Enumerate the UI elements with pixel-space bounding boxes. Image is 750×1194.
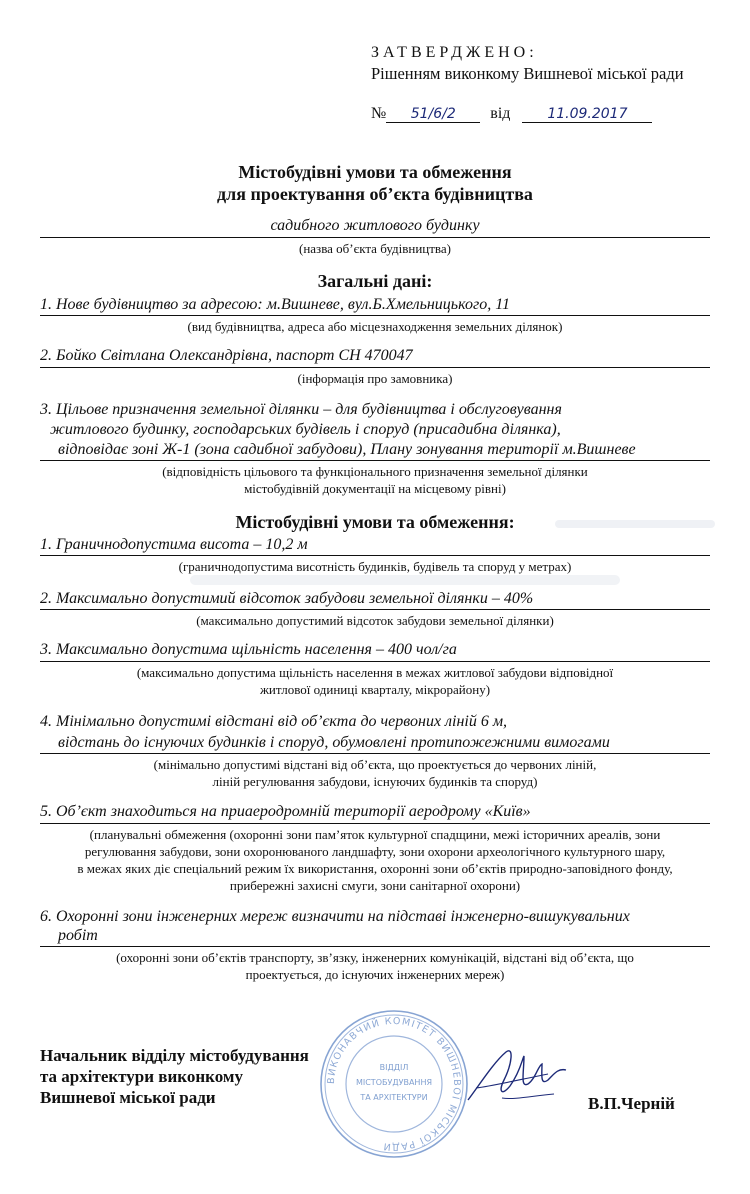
condition-item-6-line2: робіт bbox=[58, 927, 98, 944]
general-item-1: 1. Нове будівництво за адресою: м.Вишневе, вул.Б.Хмельницького, 11 bbox=[40, 296, 511, 313]
document-title-line2: для проектування об’єкта будівництва bbox=[217, 184, 533, 204]
condition-item-2-caption: (максимально допустимий відсоток забудови земельної ділянки) bbox=[196, 613, 554, 628]
approval-number-line bbox=[371, 105, 652, 123]
signatory-title bbox=[40, 1045, 309, 1108]
number-prefix: № bbox=[371, 105, 387, 122]
condition-item-5-caption-4: прибережні захисні смуги, зони санітарної охорони) bbox=[229, 878, 521, 893]
object-caption: (назва об’єкта будівництва) bbox=[299, 241, 451, 256]
condition-item-2: 2. Максимально допустимий відсоток забудови земельної ділянки – 40% bbox=[40, 590, 534, 607]
handwritten-signature bbox=[462, 1040, 570, 1112]
condition-item-4-line2: відстань до існуючих будинків і споруд, обумовлені протипожежними вимогами bbox=[58, 734, 610, 751]
general-item-3-caption-1: (відповідність цільового та функціонального призначення земельної ділянки bbox=[162, 464, 588, 479]
condition-item-5: 5. Об’єкт знаходиться на приаеродромній території аеродрому «Київ» bbox=[40, 803, 531, 820]
stamp-ring-text: ВИКОНАВЧИЙ КОМІТЕТ ВИШНЕВОЇ МІСЬКОЇ РАДИ bbox=[325, 1015, 463, 1153]
rule bbox=[40, 367, 710, 368]
rule bbox=[40, 460, 710, 461]
scan-smudge bbox=[190, 575, 620, 585]
document-title-line1: Містобудівні умови та обмеження bbox=[238, 162, 512, 182]
condition-item-6-line1: 6. Охоронні зони інженерних мереж визначити на підставі інженерно-вишукувальних bbox=[40, 908, 630, 925]
condition-item-4-line1: 4. Мінімально допустимі відстані від об’єкта до червоних ліній 6 м, bbox=[40, 713, 508, 730]
approval-subtitle: Рішенням виконкому Вишневої міської ради bbox=[371, 64, 684, 83]
signatory-title-line3: Вишневої міської ради bbox=[40, 1088, 216, 1107]
signatory-title-line2: та архітектури виконкому bbox=[40, 1067, 243, 1086]
condition-item-1: 1. Граничнодопустима висота – 10,2 м bbox=[40, 536, 308, 553]
condition-item-5-caption-2: регулювання забудови, зони охоронюваного ландшафту, зони охорони археологічного культурного шару, bbox=[84, 844, 666, 859]
approval-heading: ЗАТВЕРДЖЕНО: bbox=[371, 44, 538, 61]
general-item-3-caption-2: містобудівній документації на місцевому рівні) bbox=[244, 481, 506, 496]
conditions-heading: Містобудівні умови та обмеження: bbox=[235, 512, 515, 532]
condition-item-4-caption-2: ліній регулювання забудови, існуючих будинків та споруд) bbox=[212, 774, 538, 789]
general-item-3-line3: відповідає зоні Ж-1 (зона садибної забудови), Плану зонування території м.Вишневе bbox=[58, 441, 636, 458]
rule bbox=[40, 946, 710, 947]
general-item-3-line2: житлового будинку, господарських будівель і споруд (присадибна ділянка), bbox=[50, 421, 561, 438]
general-item-2: 2. Бойко Світлана Олександрівна, паспорт СН 470047 bbox=[40, 347, 413, 364]
stamp-center-line2: МІСТОБУДУВАННЯ bbox=[355, 1078, 433, 1087]
condition-item-4-caption-1: (мінімально допустимі відстані від об’єкта, що проектується до червоних ліній, bbox=[153, 757, 597, 772]
date-prefix: від bbox=[490, 105, 511, 122]
stamp-center-line3: ТА АРХІТЕКТУРИ bbox=[360, 1093, 428, 1102]
official-stamp bbox=[318, 1008, 470, 1160]
condition-item-6-caption-1: (охоронні зони об’єктів транспорту, зв’язку, інженерних комунікацій, відстані від об’єкта, що bbox=[116, 950, 634, 965]
rule bbox=[40, 555, 710, 556]
object-name-underline bbox=[40, 237, 710, 238]
condition-item-6-caption-2: проектується, до існуючих інженерних мереж) bbox=[245, 967, 505, 982]
rule bbox=[40, 315, 710, 316]
rule bbox=[40, 661, 710, 662]
stamp-center-line1: ВІДДІЛ bbox=[379, 1063, 409, 1072]
decision-number: 51/6/2 bbox=[386, 106, 480, 123]
condition-item-1-caption: (граничнодопустима висотність будинків, будівель та споруд у метрах) bbox=[178, 559, 572, 574]
general-item-2-caption: (інформація про замовника) bbox=[297, 371, 453, 386]
general-heading: Загальні дані: bbox=[317, 271, 433, 291]
condition-item-3-caption-2: житлової одиниці кварталу, мікрорайону) bbox=[259, 682, 491, 697]
rule bbox=[40, 609, 710, 610]
rule bbox=[40, 753, 710, 754]
general-item-1-caption: (вид будівництва, адреса або місцезнаходження земельних ділянок) bbox=[187, 319, 563, 334]
signatory-title-line1: Начальник відділу містобудування bbox=[40, 1046, 309, 1065]
condition-item-3-caption-1: (максимально допустима щільність населення в межах житлової забудови відповідної bbox=[136, 665, 614, 680]
decision-date: 11.09.2017 bbox=[522, 106, 652, 123]
rule bbox=[40, 823, 710, 824]
condition-item-5-caption-1: (планувальні обмеження (охоронні зони пам’яток культурної спадщини, межі історичних ареалів, зони bbox=[89, 827, 661, 842]
object-name: садибного житлового будинку bbox=[270, 217, 480, 234]
signatory-name: В.П.Черній bbox=[588, 1094, 675, 1113]
condition-item-5-caption-3: в межах яких діє спеціальний режим їх використання, охоронні зони об’єктів природно-заповідного фонду, bbox=[77, 861, 673, 876]
general-item-3-line1: 3. Цільове призначення земельної ділянки – для будівництва і обслуговування bbox=[40, 401, 562, 418]
condition-item-3: 3. Максимально допустима щільність населення – 400 чол/га bbox=[40, 641, 457, 658]
